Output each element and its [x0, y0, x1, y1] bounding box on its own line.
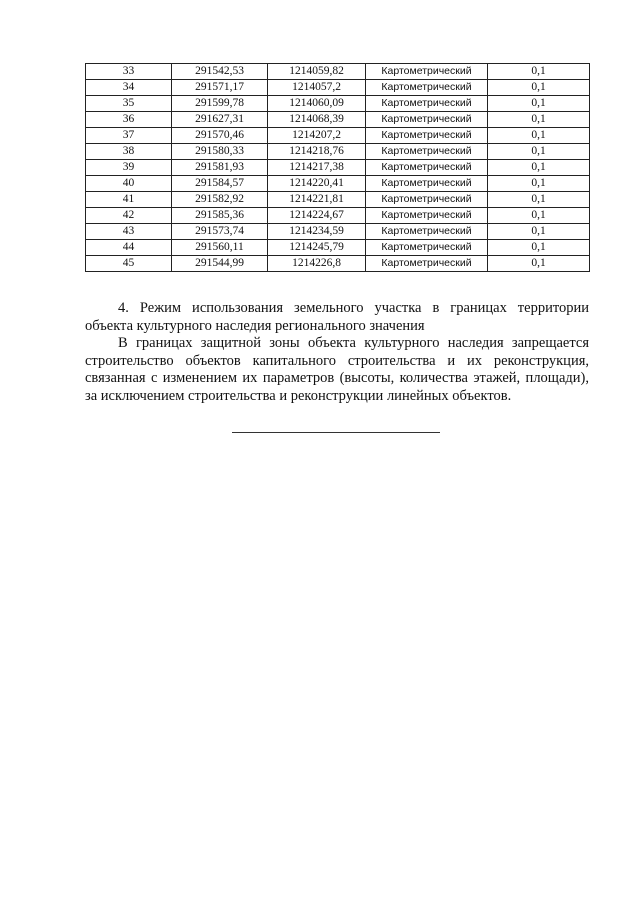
cell-point-number: 37	[86, 128, 172, 144]
cell-method: Картометрический	[366, 208, 488, 224]
cell-method: Картометрический	[366, 160, 488, 176]
table-row	[86, 112, 590, 128]
cell-accuracy: 0,1	[488, 80, 590, 96]
cell-method: Картометрический	[366, 176, 488, 192]
cell-x-coordinate: 291580,33	[172, 144, 268, 160]
cell-method: Картометрический	[366, 240, 488, 256]
cell-x-coordinate: 291573,74	[172, 224, 268, 240]
cell-x-coordinate: 291560,11	[172, 240, 268, 256]
cell-y-coordinate: 1214207,2	[268, 128, 366, 144]
table-row	[86, 96, 590, 112]
cell-y-coordinate: 1214224,67	[268, 208, 366, 224]
table-row	[86, 160, 590, 176]
cell-method: Картометрический	[366, 80, 488, 96]
cell-x-coordinate: 291585,36	[172, 208, 268, 224]
cell-accuracy: 0,1	[488, 96, 590, 112]
cell-point-number: 45	[86, 256, 172, 272]
cell-accuracy: 0,1	[488, 64, 590, 80]
cell-y-coordinate: 1214234,59	[268, 224, 366, 240]
coordinates-table	[85, 63, 590, 272]
cell-x-coordinate: 291542,53	[172, 64, 268, 80]
cell-point-number: 42	[86, 208, 172, 224]
separator-line	[232, 432, 440, 433]
table-row	[86, 144, 590, 160]
cell-point-number: 43	[86, 224, 172, 240]
table-row	[86, 240, 590, 256]
cell-point-number: 41	[86, 192, 172, 208]
cell-point-number: 35	[86, 96, 172, 112]
cell-x-coordinate: 291544,99	[172, 256, 268, 272]
cell-y-coordinate: 1214057,2	[268, 80, 366, 96]
cell-y-coordinate: 1214221,81	[268, 192, 366, 208]
cell-accuracy: 0,1	[488, 224, 590, 240]
cell-x-coordinate: 291584,57	[172, 176, 268, 192]
cell-accuracy: 0,1	[488, 128, 590, 144]
cell-point-number: 38	[86, 144, 172, 160]
cell-accuracy: 0,1	[488, 240, 590, 256]
cell-y-coordinate: 1214218,76	[268, 144, 366, 160]
cell-point-number: 40	[86, 176, 172, 192]
body-paragraph: В границах защитной зоны объекта культурного наследия запрещается строительство объектов капитального строительства и их реконструкция, связанная с изменением их параметров (высоты, количества этажей, площади), за исключением строительства и реконструкции линейных объектов.	[85, 335, 589, 404]
table-row	[86, 128, 590, 144]
cell-method: Картометрический	[366, 64, 488, 80]
table-row	[86, 80, 590, 96]
cell-accuracy: 0,1	[488, 144, 590, 160]
cell-x-coordinate: 291582,92	[172, 192, 268, 208]
cell-accuracy: 0,1	[488, 160, 590, 176]
cell-y-coordinate: 1214245,79	[268, 240, 366, 256]
table-row	[86, 176, 590, 192]
table-row	[86, 256, 590, 272]
cell-accuracy: 0,1	[488, 176, 590, 192]
cell-x-coordinate: 291599,78	[172, 96, 268, 112]
cell-x-coordinate: 291627,31	[172, 112, 268, 128]
cell-y-coordinate: 1214068,39	[268, 112, 366, 128]
cell-method: Картометрический	[366, 128, 488, 144]
cell-y-coordinate: 1214220,41	[268, 176, 366, 192]
table-row	[86, 64, 590, 80]
cell-y-coordinate: 1214059,82	[268, 64, 366, 80]
coordinates-table-body	[86, 64, 590, 272]
cell-x-coordinate: 291581,93	[172, 160, 268, 176]
cell-point-number: 36	[86, 112, 172, 128]
table-row	[86, 192, 590, 208]
cell-accuracy: 0,1	[488, 256, 590, 272]
cell-x-coordinate: 291570,46	[172, 128, 268, 144]
cell-method: Картометрический	[366, 112, 488, 128]
cell-method: Картометрический	[366, 224, 488, 240]
cell-point-number: 34	[86, 80, 172, 96]
cell-method: Картометрический	[366, 256, 488, 272]
cell-method: Картометрический	[366, 192, 488, 208]
cell-y-coordinate: 1214217,38	[268, 160, 366, 176]
cell-point-number: 39	[86, 160, 172, 176]
cell-point-number: 44	[86, 240, 172, 256]
cell-y-coordinate: 1214226,8	[268, 256, 366, 272]
table-row	[86, 224, 590, 240]
cell-accuracy: 0,1	[488, 112, 590, 128]
cell-method: Картометрический	[366, 96, 488, 112]
cell-accuracy: 0,1	[488, 192, 590, 208]
cell-y-coordinate: 1214060,09	[268, 96, 366, 112]
cell-accuracy: 0,1	[488, 208, 590, 224]
cell-x-coordinate: 291571,17	[172, 80, 268, 96]
table-row	[86, 208, 590, 224]
cell-method: Картометрический	[366, 144, 488, 160]
section-heading-paragraph: 4. Режим использования земельного участка в границах территории объекта культурного наследия регионального значения	[85, 300, 589, 334]
cell-point-number: 33	[86, 64, 172, 80]
